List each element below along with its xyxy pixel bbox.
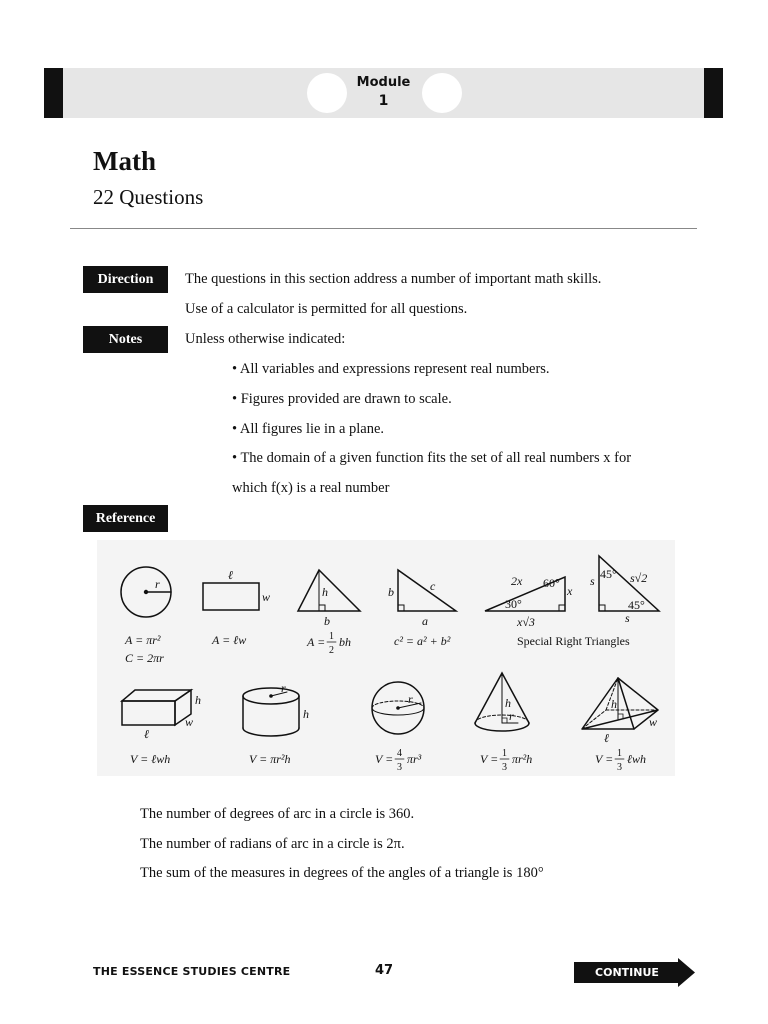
- notes-continuation: which f(x) is a real number: [232, 480, 390, 496]
- direction-tag: Direction: [83, 266, 168, 293]
- module-number: 1: [378, 93, 389, 109]
- formula-cylinder-volume: V = πr²h: [249, 752, 291, 766]
- svg-text:V =: V =: [595, 752, 614, 766]
- label-r: r: [155, 577, 160, 591]
- cone-figure: [475, 673, 529, 731]
- svg-text:3: 3: [502, 762, 507, 773]
- formula-rectangle-area: A = ℓw: [212, 633, 247, 647]
- box-figure: [122, 690, 201, 741]
- publisher-name: THE ESSENCE STUDIES CENTRE: [93, 965, 291, 978]
- label-x: x: [567, 584, 573, 598]
- svg-text:1: 1: [329, 631, 334, 642]
- svg-text:ℓwh: ℓwh: [627, 752, 647, 766]
- continue-button[interactable]: [574, 958, 695, 987]
- notes-bullet: • The domain of a given function fits the set of all real numbers x for: [232, 450, 632, 466]
- fact-line: The number of degrees of arc in a circle is 360.: [140, 806, 415, 822]
- label-2x: 2x: [511, 574, 523, 588]
- svg-text:1: 1: [617, 748, 622, 759]
- label-h: h: [322, 585, 328, 599]
- label-a: a: [422, 614, 428, 628]
- fact-line: The sum of the measures in degrees of the angles of a triangle is 180°: [140, 865, 544, 881]
- formula-cone-volume: [480, 748, 532, 773]
- svg-text:3: 3: [397, 762, 402, 773]
- divider: [70, 228, 697, 229]
- formula-pyramid-volume: [595, 748, 646, 773]
- label-c: c: [430, 579, 436, 593]
- notes-bullet: • Figures provided are drawn to scale.: [232, 391, 452, 407]
- formula-circle-area: A = πr²: [125, 633, 161, 647]
- notes-bullet: • All figures lie in a plane.: [232, 421, 385, 437]
- formula-sphere-volume: [375, 748, 422, 773]
- label-b: b: [388, 585, 394, 599]
- module-banner: [44, 68, 723, 118]
- formula-triangle-area: [306, 631, 351, 656]
- svg-text:bh: bh: [339, 635, 351, 649]
- reference-figure: [97, 540, 675, 776]
- svg-text:4: 4: [397, 748, 402, 759]
- svg-text:V =: V =: [480, 752, 499, 766]
- fact-line: The number of radians of arc in a circle is 2π.: [140, 836, 405, 852]
- direction-line: Use of a calculator is permitted for all questions.: [185, 301, 468, 317]
- reference-tag: Reference: [83, 505, 168, 532]
- formula-circle-circumference: C = 2πr: [125, 651, 164, 665]
- triangle-30-60-90: [485, 574, 573, 629]
- label-s-root2: s√2: [630, 571, 648, 585]
- label-l: ℓ: [604, 731, 609, 745]
- module-label: Module: [356, 75, 411, 90]
- svg-text:πr³: πr³: [407, 752, 422, 766]
- label-h: h: [303, 707, 309, 721]
- label-l: ℓ: [144, 727, 149, 741]
- triangle-figure: [298, 570, 360, 628]
- svg-text:1: 1: [502, 748, 507, 759]
- label-b: b: [324, 614, 330, 628]
- formula-pythagorean: c² = a² + b²: [394, 634, 451, 648]
- label-h: h: [195, 693, 201, 707]
- label-r: r: [408, 692, 413, 706]
- question-count: 22 Questions: [93, 185, 204, 209]
- label-s-bottom: s: [625, 611, 630, 625]
- label-45-top: 45°: [600, 567, 617, 581]
- rectangle-figure: [203, 568, 270, 610]
- formula-box-volume: V = ℓwh: [130, 752, 171, 766]
- label-w: w: [262, 590, 271, 604]
- label-h: h: [505, 696, 511, 710]
- label-30: 30°: [505, 597, 522, 611]
- special-right-triangles-label: Special Right Triangles: [517, 634, 630, 648]
- label-h: h: [611, 697, 617, 711]
- label-x-root3: x√3: [517, 615, 535, 629]
- svg-text:πr²h: πr²h: [512, 752, 533, 766]
- notes-tag: Notes: [83, 326, 168, 353]
- label-45-bottom: 45°: [628, 598, 645, 612]
- svg-text:2: 2: [329, 645, 334, 656]
- svg-text:A =: A =: [307, 635, 326, 649]
- cylinder-figure: [243, 681, 309, 736]
- label-w: w: [185, 715, 194, 729]
- label-60: 60°: [543, 576, 560, 590]
- notes-intro: Unless otherwise indicated:: [185, 331, 346, 347]
- label-r: r: [281, 681, 286, 695]
- continue-label: CONTINUE: [595, 966, 659, 979]
- triangle-45-45-90: [590, 556, 659, 625]
- section-title: Math: [93, 146, 156, 176]
- label-r: r: [509, 709, 514, 723]
- sphere-figure: [372, 682, 424, 734]
- pyramid-figure: [582, 678, 658, 745]
- right-triangle-figure: [388, 570, 456, 628]
- page-number: 47: [375, 963, 394, 978]
- svg-text:V =: V =: [375, 752, 394, 766]
- label-w: w: [649, 715, 658, 729]
- direction-line: The questions in this section address a number of important math skills.: [185, 271, 602, 287]
- notes-bullet: • All variables and expressions represent real numbers.: [232, 361, 550, 377]
- label-l: ℓ: [228, 568, 233, 582]
- label-s-left: s: [590, 574, 595, 588]
- circle-figure: [121, 567, 171, 617]
- svg-text:3: 3: [617, 762, 622, 773]
